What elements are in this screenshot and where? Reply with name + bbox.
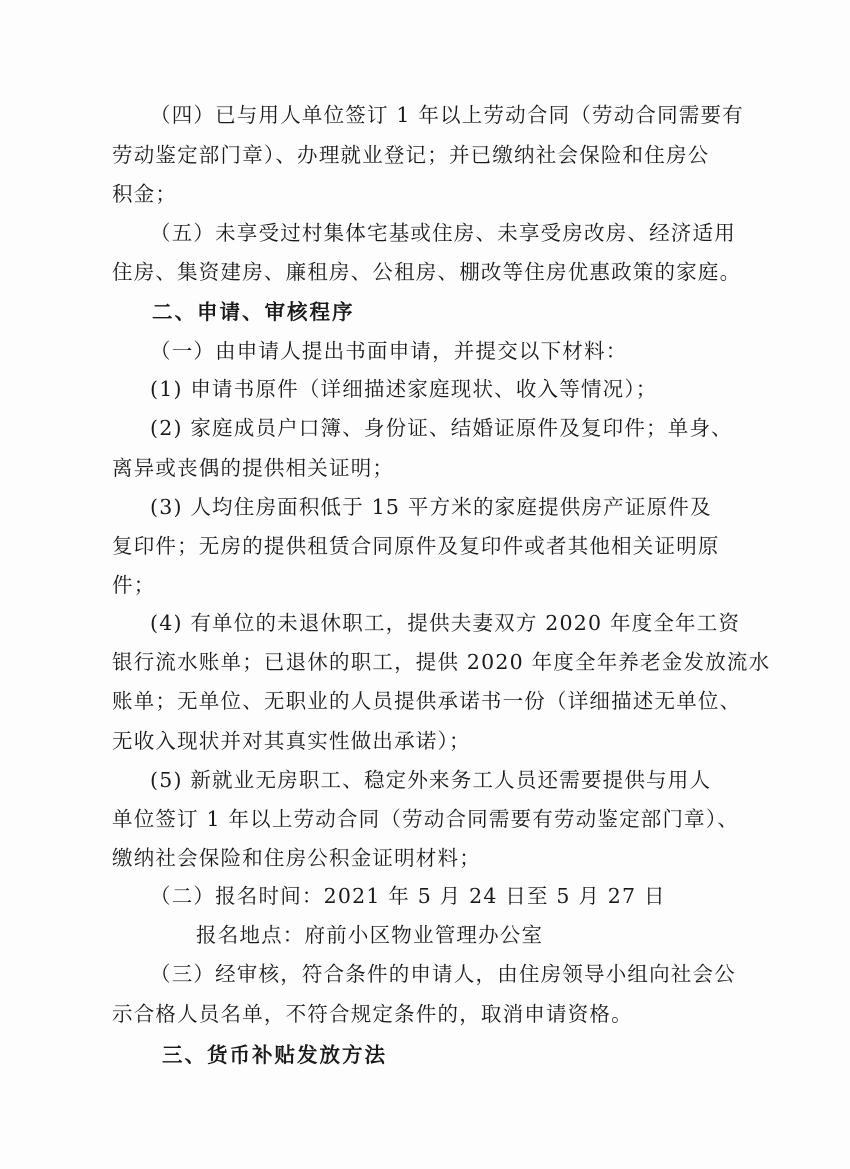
- paragraph-line: 无收入现状并对其真实性做出承诺）；: [112, 729, 471, 753]
- paragraph-line: (3) 人均住房面积低于 15 平方米的家庭提供房产证原件及: [150, 495, 712, 519]
- paragraph-line: （五）未享受过村集体宅基或住房、未享受房改房、经济适用: [150, 221, 736, 245]
- paragraph-line: (2) 家庭成员户口簿、身份证、结婚证原件及复印件；单身、: [150, 416, 733, 440]
- paragraph-line: 离异或丧偶的提供相关证明；: [112, 456, 395, 480]
- paragraph-line: 银行流水账单；已退休的职工，提供 2020 年度全年养老金发放流水: [112, 650, 771, 674]
- paragraph-line: 劳动鉴定部门章）、办理就业登记；并已缴纳社会保险和住房公: [112, 143, 710, 167]
- paragraph-line: （四）已与用人单位签订 1 年以上劳动合同（劳动合同需要有: [150, 103, 744, 127]
- paragraph-line: 住房、集资建房、廉租房、公租房、棚改等住房优惠政策的家庭。: [112, 260, 742, 284]
- paragraph-line: 账单；无单位、无职业的人员提供承诺书一份（详细描述无单位、: [112, 689, 742, 713]
- paragraph-line: 示合格人员名单，不符合规定条件的，取消申请资格。: [112, 1002, 633, 1026]
- paragraph-line: 积金；: [112, 182, 178, 206]
- paragraph-line: 单位签订 1 年以上劳动合同（劳动合同需要有劳动鉴定部门章）、: [112, 807, 740, 831]
- paragraph-line: 缴纳社会保险和住房公积金证明材料；: [112, 846, 481, 870]
- paragraph-line: (5) 新就业无房职工、稳定外来务工人员还需要提供与用人: [150, 768, 712, 792]
- paragraph-line: 报名地点：府前小区物业管理办公室: [196, 923, 544, 947]
- paragraph-line: (1) 申请书原件（详细描述家庭现状、收入等情况）；: [150, 377, 658, 401]
- section-heading-3: 三、货币补贴发放方法: [162, 1043, 387, 1067]
- paragraph-line: （三）经审核，符合条件的申请人，由住房领导小组向社会公: [150, 962, 736, 986]
- paragraph-line: 复印件；无房的提供租赁合同原件及复印件或者其他相关证明原: [112, 534, 720, 558]
- paragraph-line: (4) 有单位的未退休职工，提供夫妻双方 2020 年度全年工资: [150, 611, 741, 635]
- paragraph-line: （一）由申请人提出书面申请，并提交以下材料：: [150, 339, 628, 363]
- section-heading-2: 二、申请、审核程序: [152, 300, 355, 324]
- paragraph-line: （二）报名时间：2021 年 5 月 24 日至 5 月 27 日: [150, 884, 666, 908]
- paragraph-line: 件；: [112, 573, 156, 597]
